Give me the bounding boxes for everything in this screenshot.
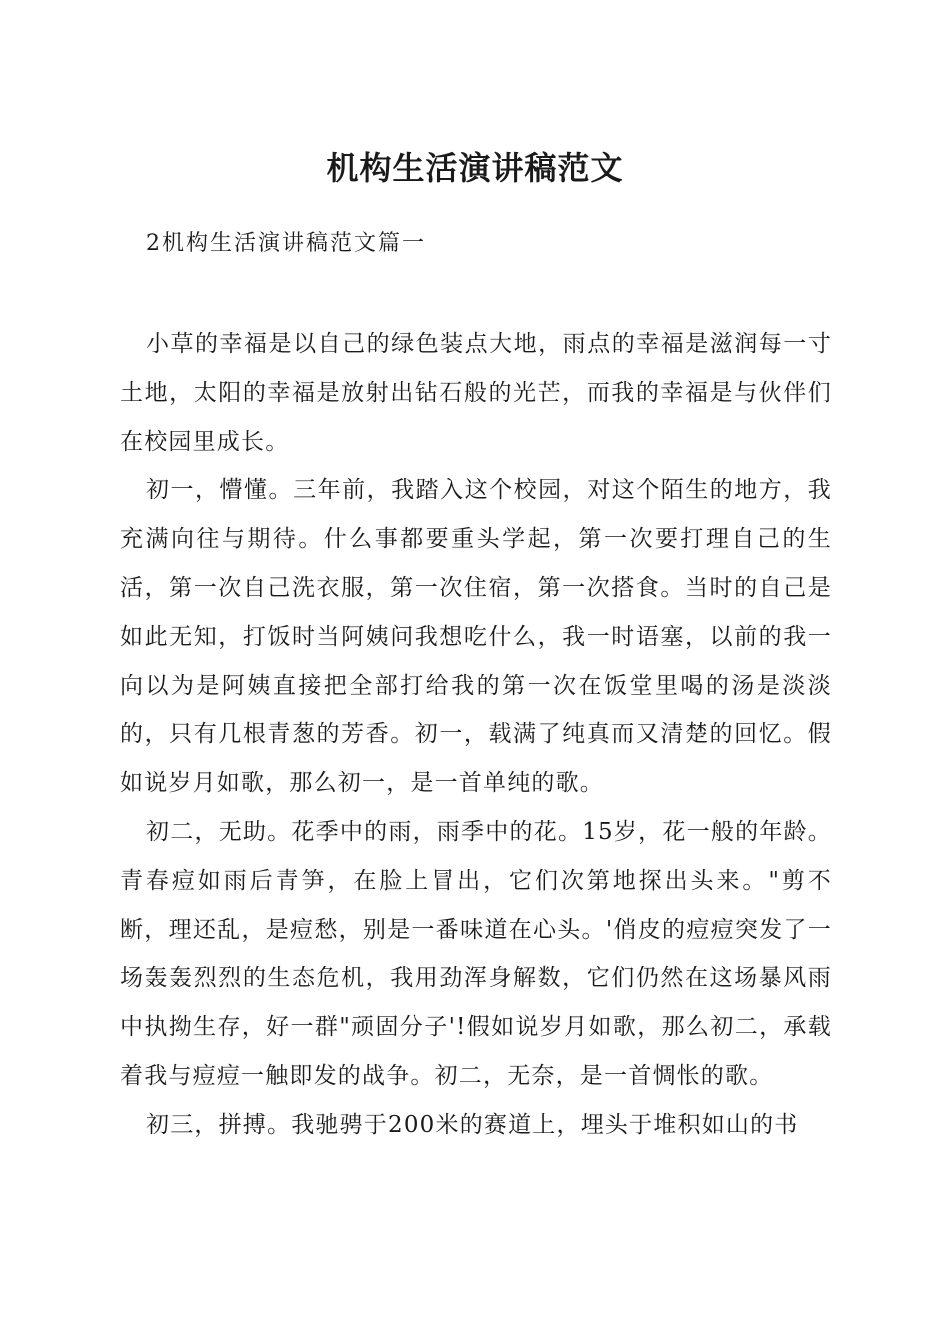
document-body [120,320,832,1150]
paragraph-grade-one: 初一，懵懂。三年前，我踏入这个校园，对这个陌生的地方，我充满向往与期待。什么事都要重头学起，第一次要打理自己的生活，第一次自己洗衣服，第一次住宿，第一次搭食。当时的自己是如此无知，打饭时当阿姨问我想吃什么，我一时语塞，以前的我一向以为是阿姨直接把全部打给我的第一次在饭堂里喝的汤是淡淡的，只有几根青葱的芳香。初一，载满了纯真而又清楚的回忆。假如说岁月如歌，那么初一，是一首单纯的歌。 [120,477,832,797]
document-title: 机构生活演讲稿范文 [326,149,624,187]
paragraph-grade-three: 初三，拼搏。我驰骋于200米的赛道上，埋头于堆积如山的书 [146,1111,799,1138]
paragraph-intro: 小草的幸福是以自己的绿色装点大地，雨点的幸福是滋润每一寸土地，太阳的幸福是放射出钻石般的光芒，而我的幸福是与伙伴们在校园里成长。 [120,331,832,455]
paragraph-grade-two: 初二，无助。花季中的雨，雨季中的花。15岁，花一般的年龄。青春痘如雨后青笋，在脸上冒出，它们次第地探出头来。"剪不断，理还乱，是痘愁，别是一番味道在心头。'俏皮的痘痘突发了一场轰轰烈烈的生态危机，我用劲浑身解数，它们仍然在这场暴风雨中执拗生存，好一群"顽固分子'!假如说岁月如歌，那么初二，承载着我与痘痘一触即发的战争。初二，无奈，是一首惆怅的歌。 [120,818,832,1089]
document-subtitle: 2机构生活演讲稿范文篇一 [146,231,426,256]
